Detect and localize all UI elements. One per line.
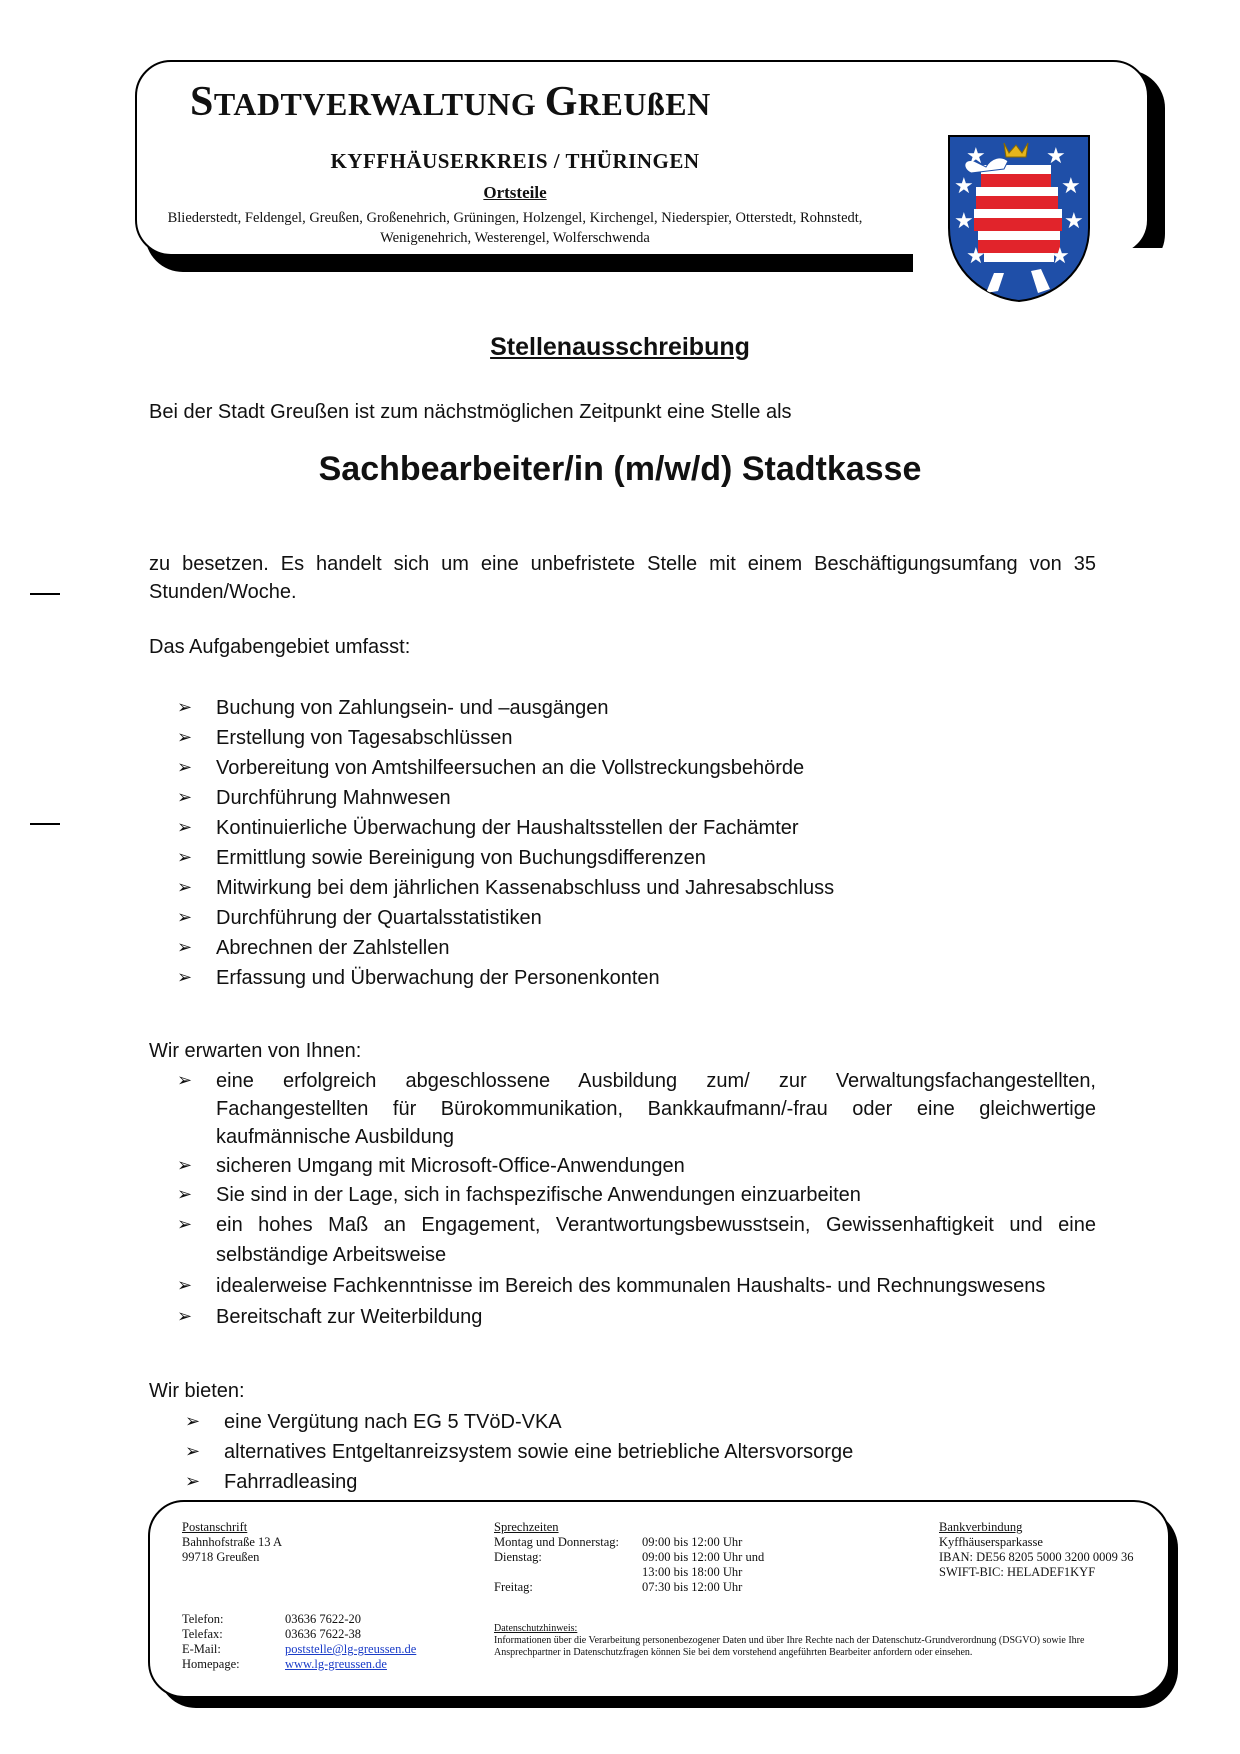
- iban: IBAN: DE56 8205 5000 3200 0009 36: [939, 1550, 1134, 1564]
- hours-row: Dienstag: 09:00 bis 12:00 Uhr und: [494, 1550, 765, 1564]
- hours-row: Freitag: 07:30 bis 12:00 Uhr: [494, 1580, 743, 1594]
- arrow-bullet-icon: ➢: [177, 907, 193, 928]
- contact-row-phone: Telefon: 03636 7622-20: [182, 1612, 362, 1626]
- privacy-label: Datenschutzhinweis:: [494, 1623, 578, 1634]
- svg-text:★: ★: [954, 174, 974, 199]
- list-item: ➢ Fahrradleasing: [149, 1467, 1049, 1497]
- street: Bahnhofstraße 13 A: [182, 1535, 282, 1549]
- list-item: ➢ Vorbereitung von Amtshilfeersuchen an die Vollstreckungsbehörde: [149, 753, 1049, 783]
- arrow-bullet-icon: ➢: [177, 1155, 193, 1176]
- organisation-title: STADTVERWALTUNG GREUßEN: [190, 79, 711, 125]
- svg-text:★: ★: [1046, 144, 1066, 169]
- sprechzeiten-label: Sprechzeiten: [494, 1520, 559, 1534]
- bank-label: Bankverbindung: [939, 1520, 1023, 1534]
- hours-row: Montag und Donnerstag: 09:00 bis 12:00 Uhr: [494, 1535, 743, 1549]
- svg-text:★: ★: [1064, 209, 1084, 234]
- homepage-link[interactable]: www.lg-greussen.de: [285, 1657, 387, 1671]
- list-item: ➢ Ermittlung sowie Bereinigung von Buchungsdifferenzen: [149, 843, 1049, 873]
- arrow-bullet-icon: ➢: [177, 697, 193, 718]
- arrow-bullet-icon: ➢: [177, 937, 193, 958]
- svg-text:★: ★: [966, 144, 986, 169]
- list-item: ➢ Durchführung Mahnwesen: [149, 783, 1049, 813]
- office-hours: [494, 1520, 764, 1595]
- fold-mark-bottom: [30, 823, 60, 825]
- ortsteile-list: Bliederstedt, Feldengel, Greußen, Großenehrich, Grüningen, Holzengel, Kirchengel, Niederspier, Otterstedt, Rohnstedt, Wenigenehrich, Westerengel, Wolferschwenda: [167, 210, 863, 246]
- list-item: ➢ alternatives Entgeltanreizsystem sowie eine betriebliche Altersvorsorge: [149, 1437, 1049, 1467]
- list-item: ➢ Bereitschaft zur Weiterbildung: [149, 1302, 1096, 1332]
- list-item: ➢ ein hohes Maß an Engagement, Verantwortungsbewusstsein, Gewissenhaftigkeit und eine selbständige Arbeitsweise: [149, 1210, 1096, 1270]
- list-item: ➢ eine erfolgreich abgeschlossene Ausbildung zum/ zur Verwaltungsfachangestellten, Fachangestellten für Bürokommunikation, Bankkaufmann/-frau oder eine gleichwertige kaufmännische Ausbildung: [149, 1067, 1096, 1151]
- list-item: ➢ Erstellung von Tagesabschlüssen: [149, 723, 1049, 753]
- ortsteile-label: Ortsteile: [483, 183, 547, 202]
- privacy-text: Informationen über die Verarbeitung personenbezogener Daten und über Ihre Rechte nach der Datenschutz-Grundverordnung (DSGVO) sowie Ihre Ansprechpartner in Datenschutzfragen können Sie bei dem vorstehend angeführten Bearbeiter anfordern oder einsehen.: [494, 1635, 1085, 1658]
- list-item: ➢ Sie sind in der Lage, sich in fachspezifische Anwendungen einzuarbeiten: [149, 1181, 1096, 1209]
- tasks-list: [149, 693, 1049, 993]
- expectations-heading: Wir erwarten von Ihnen:: [149, 1040, 362, 1062]
- list-item: ➢ idealerweise Fachkenntnisse im Bereich des kommunalen Haushalts- und Rechnungswesens: [149, 1271, 1096, 1301]
- bank-details: [939, 1520, 1133, 1580]
- arrow-bullet-icon: ➢: [177, 817, 193, 838]
- intro-text: Bei der Stadt Greußen ist zum nächstmöglichen Zeitpunkt eine Stelle als: [149, 401, 792, 423]
- privacy-notice: [494, 1623, 1134, 1659]
- tasks-heading: Das Aufgabengebiet umfasst:: [149, 636, 411, 658]
- list-item: ➢ Durchführung der Quartalsstatistiken: [149, 903, 1049, 933]
- arrow-bullet-icon: ➢: [185, 1441, 201, 1462]
- arrow-bullet-icon: ➢: [177, 727, 193, 748]
- postanschrift-label: Postanschrift: [182, 1520, 248, 1534]
- fold-mark-top: [30, 593, 60, 595]
- arrow-bullet-icon: ➢: [177, 1306, 193, 1327]
- expectations-list: [149, 1067, 1096, 1333]
- svg-text:★: ★: [954, 209, 974, 234]
- offer-list: [149, 1407, 1049, 1497]
- arrow-bullet-icon: ➢: [177, 757, 193, 778]
- list-item: ➢ Kontinuierliche Überwachung der Haushaltsstellen der Fachämter: [149, 813, 1049, 843]
- document-heading: Stellenausschreibung: [490, 333, 750, 361]
- contact-row-email: E-Mail: poststelle@lg-greussen.de: [182, 1642, 417, 1656]
- contact-row-homepage: Homepage: www.lg-greussen.de: [182, 1657, 387, 1671]
- bic: SWIFT-BIC: HELADEF1KYF: [939, 1565, 1096, 1579]
- coat-of-arms-icon: [946, 133, 1092, 303]
- region-subtitle: KYFFHÄUSERKREIS / THÜRINGEN: [330, 149, 700, 173]
- arrow-bullet-icon: ➢: [177, 1184, 193, 1205]
- hours-row: 13:00 bis 18:00 Uhr: [642, 1565, 743, 1579]
- contact-details: [182, 1612, 416, 1672]
- position-description: zu besetzen. Es handelt sich um eine unbefristete Stelle mit einem Beschäftigungsumfang von 35 Stunden/Woche.: [149, 553, 1096, 603]
- arrow-bullet-icon: ➢: [177, 787, 193, 808]
- list-item: ➢ Buchung von Zahlungsein- und –ausgängen: [149, 693, 1049, 723]
- job-title: Sachbearbeiter/in (m/w/d) Stadtkasse: [318, 450, 922, 488]
- arrow-bullet-icon: ➢: [177, 847, 193, 868]
- offer-heading: Wir bieten:: [149, 1380, 245, 1402]
- list-item: ➢ sicheren Umgang mit Microsoft-Office-Anwendungen: [149, 1152, 1096, 1180]
- list-item: ➢ Mitwirkung bei dem jährlichen Kassenabschluss und Jahresabschluss: [149, 873, 1049, 903]
- email-link[interactable]: poststelle@lg-greussen.de: [285, 1642, 417, 1656]
- arrow-bullet-icon: ➢: [177, 1070, 193, 1091]
- arrow-bullet-icon: ➢: [177, 1214, 193, 1235]
- arrow-bullet-icon: ➢: [185, 1471, 201, 1492]
- bank-name: Kyffhäusersparkasse: [939, 1535, 1043, 1549]
- arrow-bullet-icon: ➢: [177, 877, 193, 898]
- svg-text:★: ★: [966, 244, 986, 269]
- arrow-bullet-icon: ➢: [177, 967, 193, 988]
- contact-row-fax: Telefax: 03636 7622-38: [182, 1627, 362, 1641]
- list-item: ➢ Abrechnen der Zahlstellen: [149, 933, 1049, 963]
- list-item: ➢ Erfassung und Überwachung der Personenkonten: [149, 963, 1049, 993]
- arrow-bullet-icon: ➢: [177, 1275, 193, 1296]
- svg-text:★: ★: [1050, 244, 1070, 269]
- list-item: ➢ eine Vergütung nach EG 5 TVöD-VKA: [149, 1407, 1049, 1437]
- arrow-bullet-icon: ➢: [185, 1411, 201, 1432]
- svg-text:★: ★: [1061, 174, 1081, 199]
- city: 99718 Greußen: [182, 1550, 260, 1564]
- postal-address: [182, 1520, 282, 1565]
